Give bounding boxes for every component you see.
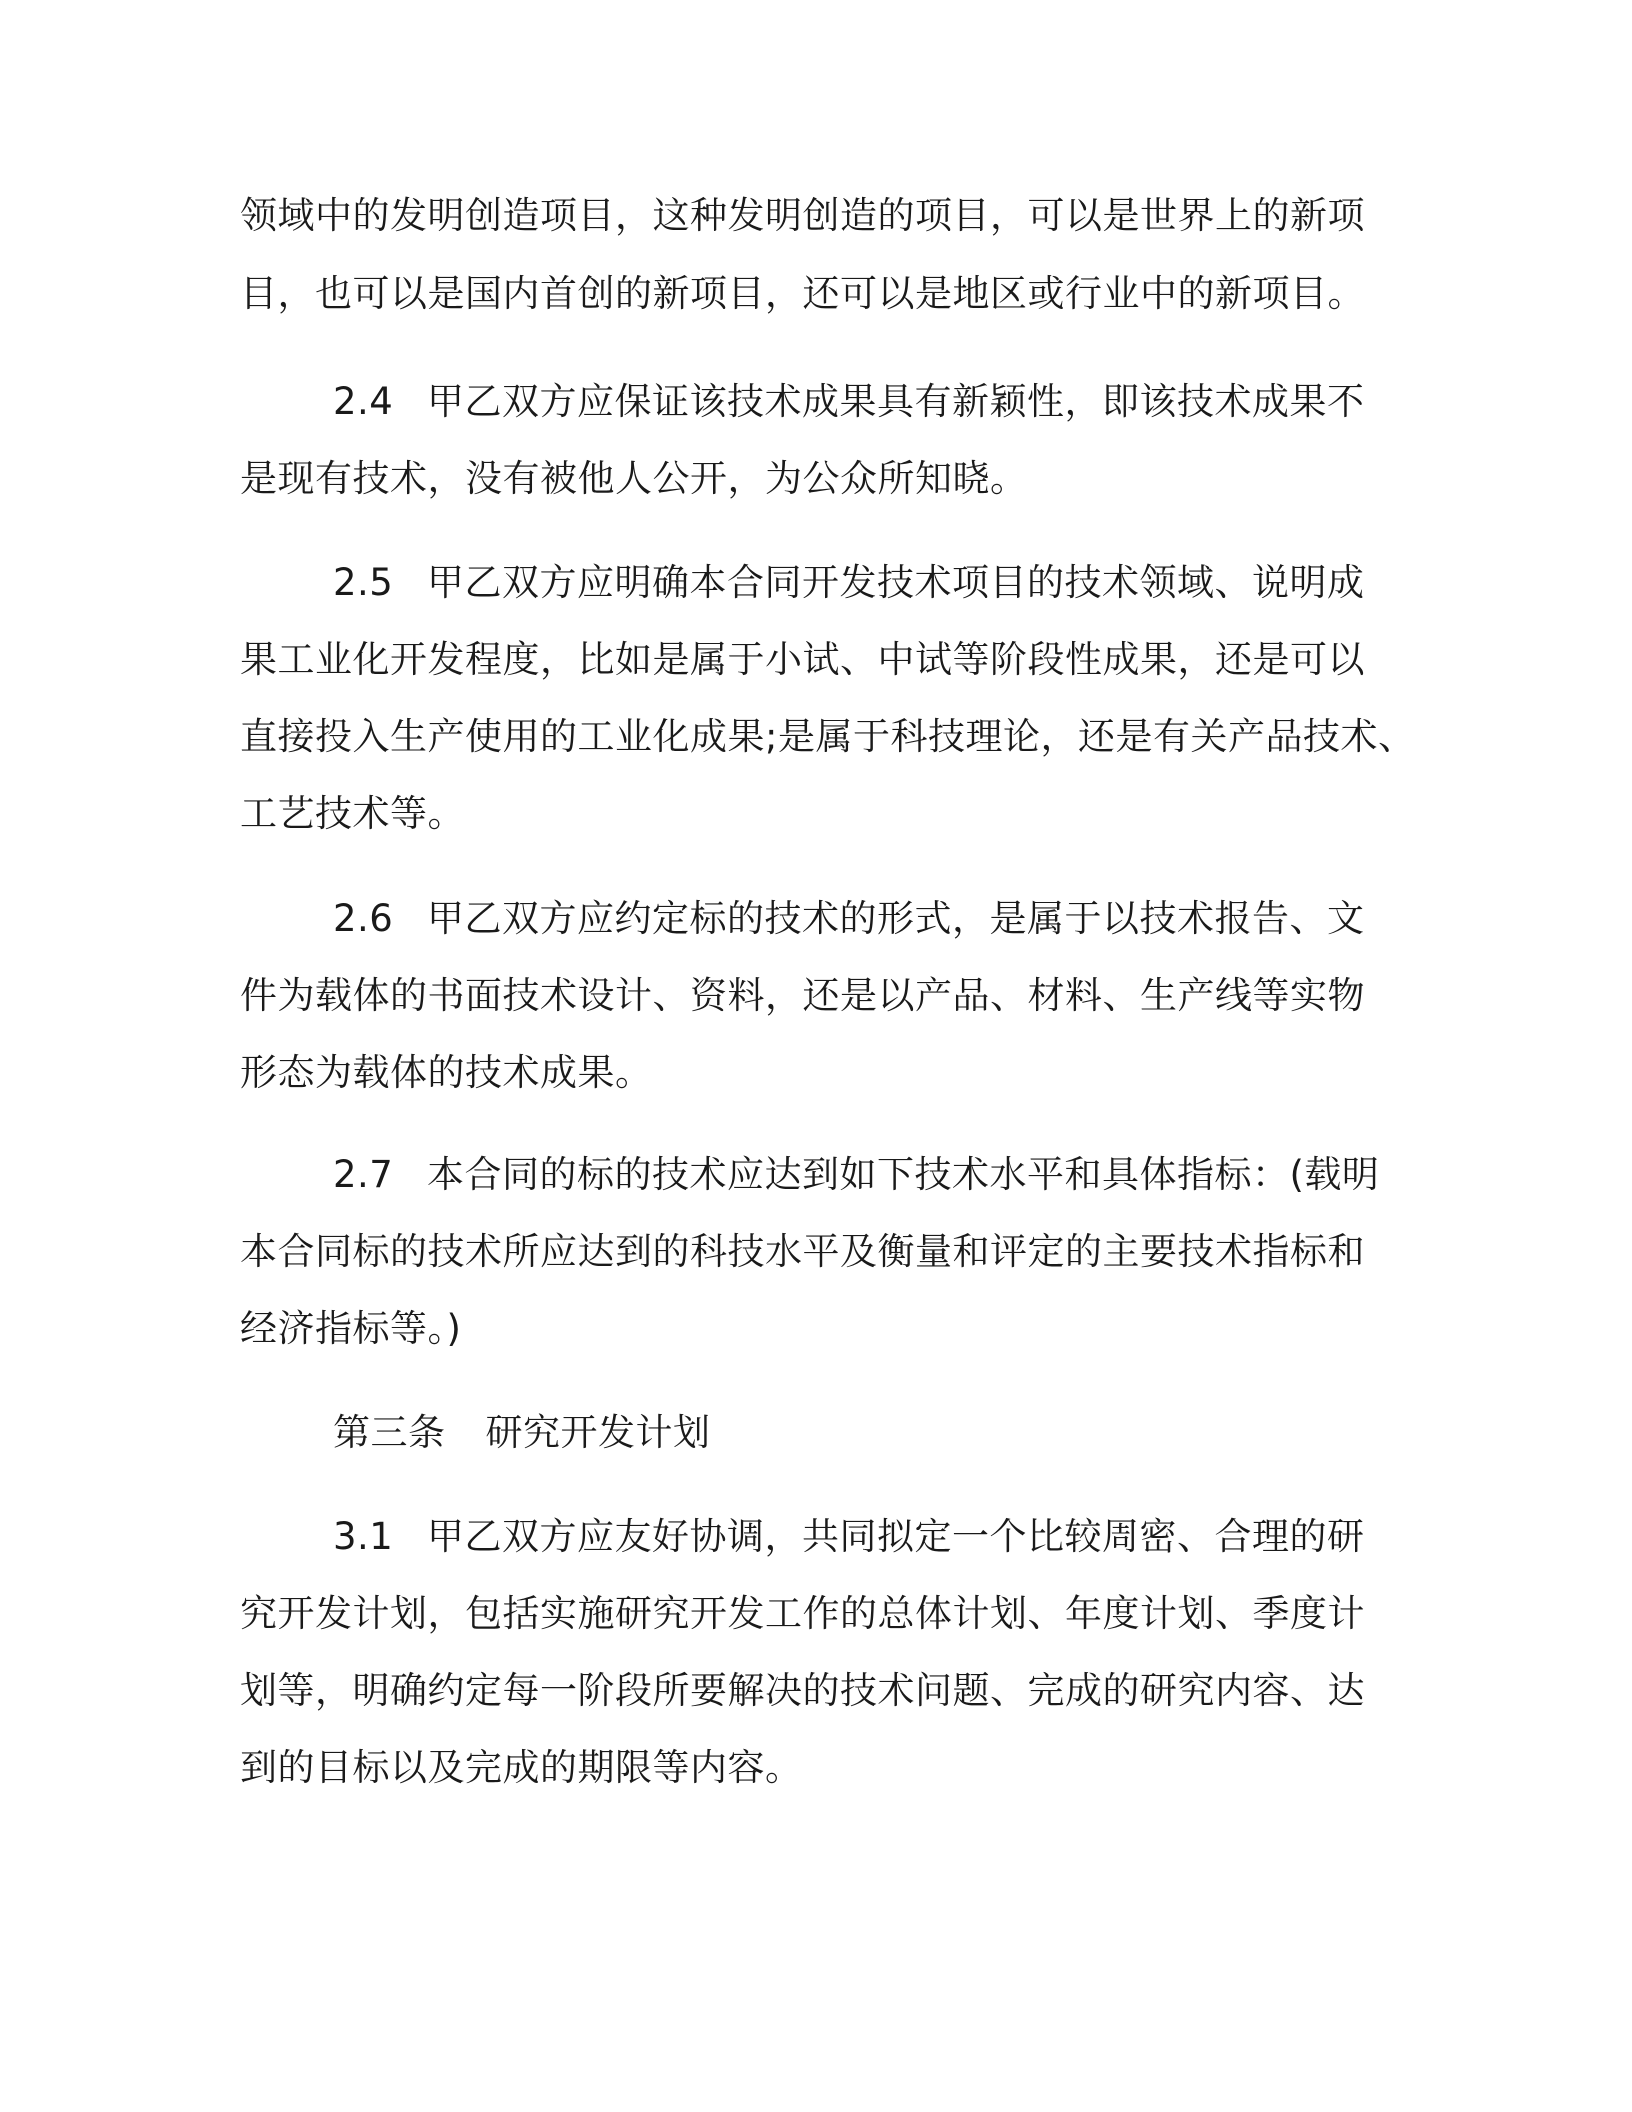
text-line: 本合同标的技术所应达到的科技水平及衡量和评定的主要技术指标和 — [240, 1230, 1365, 1273]
text-line: 件为载体的书面技术设计、资料，还是以产品、材料、生产线等实物 — [240, 974, 1365, 1017]
text-line: 果工业化开发程度，比如是属于小试、中试等阶段性成果，还是可以 — [240, 638, 1365, 681]
text-line: 到的目标以及完成的期限等内容。 — [240, 1746, 803, 1789]
clause-2-6-first-line — [333, 893, 1365, 945]
clause-3-1-first-line — [333, 1511, 1365, 1563]
clause-number: 2.6 — [333, 897, 394, 940]
text-line: 究开发计划，包括实施研究开发工作的总体计划、年度计划、季度计 — [240, 1592, 1365, 1635]
text-line: 经济指标等。) — [240, 1307, 462, 1350]
clause-number: 2.7 — [333, 1153, 394, 1196]
clause-number: 2.4 — [333, 380, 394, 423]
text-line: 划等，明确约定每一阶段所要解决的技术问题、完成的研究内容、达 — [240, 1669, 1365, 1712]
clause-number: 3.1 — [333, 1515, 394, 1558]
clause-text: 甲乙双方应友好协调，共同拟定一个比较周密、合理的研 — [427, 1515, 1365, 1558]
clause-text: 甲乙双方应保证该技术成果具有新颖性，即该技术成果不 — [427, 380, 1365, 423]
clause-2-5-first-line — [333, 557, 1365, 609]
text-line: 领域中的发明创造项目，这种发明创造的项目，可以是世界上的新项 — [240, 194, 1365, 237]
text-line: 直接投入生产使用的工业化成果;是属于科技理论，还是有关产品技术、 — [240, 715, 1416, 758]
text-line: 工艺技术等。 — [240, 792, 465, 835]
text-line: 是现有技术，没有被他人公开，为公众所知晓。 — [240, 457, 1028, 500]
text-line: 形态为载体的技术成果。 — [240, 1051, 653, 1094]
text-line: 目，也可以是国内首创的新项目，还可以是地区或行业中的新项目。 — [240, 272, 1365, 315]
section-title: 研究开发计划 — [485, 1411, 711, 1454]
clause-text: 本合同的标的技术应达到如下技术水平和具体指标：(载明 — [427, 1153, 1380, 1196]
clause-text: 甲乙双方应明确本合同开发技术项目的技术领域、说明成 — [427, 561, 1365, 604]
section-heading — [333, 1407, 711, 1459]
clause-2-4-first-line — [333, 376, 1365, 428]
section-label: 第三条 — [333, 1411, 446, 1454]
clause-text: 甲乙双方应约定标的技术的形式，是属于以技术报告、文 — [427, 897, 1365, 940]
clause-2-7-first-line — [333, 1149, 1379, 1201]
clause-number: 2.5 — [333, 561, 394, 604]
